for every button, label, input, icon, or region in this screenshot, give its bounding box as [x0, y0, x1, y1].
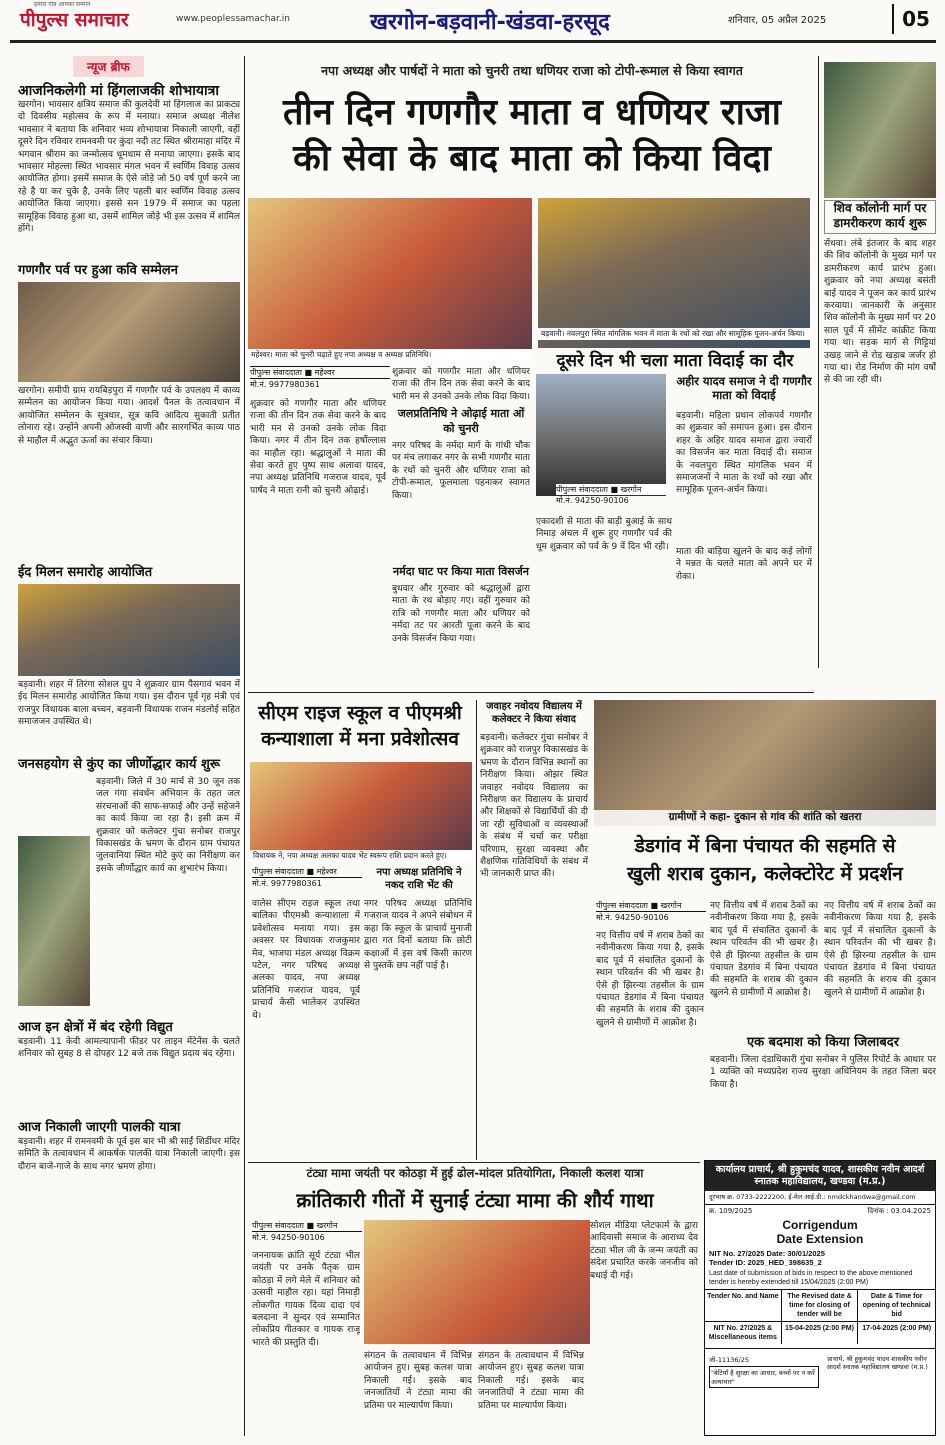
brief-text-4: बड़वानी। जिले में 30 मार्च से 30 जून तक जल गंगा संवर्धन अभियान के तहत जल संरचनाओं की साफ-सफाई और उन्हें सहेजने का कार्य किया जा रहा है। इसी क्रम में शुक्रवार को कलेक्टर गुंचा सनोबर राजपुर विकासखंड के भ्रमण के दौरान ग्राम पंचायत जुलवानिया स्थित मोटे कुएं का निरीक्षण कर इसके जीर्णोद्धार कार्य का शुभारंभ किया। [96, 777, 240, 874]
section-title: खरगोन-बड़वानी-खंडवा-हरसूद [370, 10, 610, 35]
cm-rise-body-2: नगर परिषद अध्यक्ष प्रतिनिधि गजराज यादव ने अपने संबोधन में कहा कि स्कूल के प्राचार्य मुनाजी द्वारा गत दिनों बताया कि छोटी कक्षाओं में इस वर्ष किसी कारण से पुस्तकें छप नहीं पाई है। [364, 899, 472, 972]
lead-body-2: नगर परिषद के नर्मदा मार्ग के गांधी चौक पर मंच लगाकर नगर के सभी गणगौर माता के रथों को चुनरी और धणियर राजा को टोपी-रूमाल, फूलमाला पहनाकर स्वागत किया। [392, 441, 530, 501]
eid-milan-photo [18, 584, 240, 676]
lead-col-2 [392, 366, 530, 688]
road-work-caption: शिव कॉलोनी मार्ग पर डामरीकरण कार्य शुरू [824, 200, 936, 234]
lead-photo-1-caption: महेश्वर। माता को चुनरी चढ़ाते हुए नपा अध्यक्ष व अध्यक्ष प्रतिनिधि। [248, 349, 532, 361]
cm-rise-headline-line2: कन्याशाला में मना प्रवेशोत्सव [261, 728, 459, 750]
cm-rise-caption: विधायक ने, नपा अध्यक्ष अलका यादव भेंट स्वरूप राशि प्रदान करते हुए। [250, 850, 472, 862]
cm-rise-subhead: नपा अध्यक्ष प्रतिनिधि ने नकद राशि भेंट की [376, 867, 462, 891]
brand-logo: पीपुल्स समाचार [20, 9, 129, 31]
lead-body-1: शुक्रवार को गणगौर माता और धणियर राजा की तीन दिन तक सेवा करने के बाद भारी मन से उनको उनके लोक विदा किया। नगर में तीन दिन तक हर्षोल्लास का माहौल रहा। श्रद्धालुओं ने माता की सेवा करते हुए पुष्प साथ अलावा यादव, नपा अध्यक्ष प्रतिनिधि गजराज यादव, पूर्व पार्षद ने माता रानी को चुनरी ओढ़ाई। [250, 399, 386, 496]
tender-th-2: The Revised date & time for closing of tender will be [782, 1290, 859, 1322]
lead-headline-line2: की सेवा के बाद माता को किया विदा [293, 138, 771, 179]
lead-kicker: नपा अध्यक्ष और पार्षदों ने माता को चुनरी तथा धणियर राजा को टोपी-रूमाल से किया स्वागत [321, 63, 743, 78]
tender-th-1: Tender No. and Name [705, 1290, 782, 1322]
tender-ref-date: दिनांक : 03.04.2025 [867, 1207, 931, 1215]
dedgaon-body-1: नए वित्तीय वर्ष में शराब ठेकों का नवीनीकरण किया गया है, इसके बाद पूर्व में संचालित दुकानों के स्थान परिवर्तन की भी खबर है। ऐसे ही झिरन्या तहसील के ग्राम पंचायत डेडगांव में बिना पंचायत की सहमति के शराब की दुकान खुलने से ग्रामीणों में आक्रोश है। [596, 931, 704, 1028]
tantya-byline-name: पीपुल्स संवाददाता ■ खरगोन [252, 1220, 362, 1232]
second-day-byline-name: पीपुल्स संवाददाता ■ खरगोन [556, 484, 686, 495]
brief-heading-3: ईद मिलन समारोह आयोजित [18, 565, 153, 580]
brief-heading-2: गणगौर पर्व पर हुआ कवि सम्मेलन [18, 263, 178, 278]
brief-text-5: बड़वानी। 11 केवी आमल्यापानी फीडर पर लाइन मेंटेनेंस के चलते शनिवार को सुबह 8 से दोपहर 12 बजे तक विद्युत प्रदाय बंद रहेगा। [18, 1037, 240, 1060]
second-day-heading: दूसरे दिन भी चला माता विदाई का दौर [556, 351, 794, 371]
cm-rise-body: वालेस सीएम राइज स्कूल तथा बालिका पीएमश्री कन्याशाला में प्रवेशोत्सव मनाया गया। इस अवसर पर विधायक राजकुमार मेव, भाजपा मंडल अध्यक्ष विक्रम पटेल, नगर परिषद अध्यक्ष अलका यादव, नपा अध्यक्ष प्रतिनिधि गजराज यादव, पूर्व प्राचार्य केसी भालेकर उपस्थित थे। [252, 899, 360, 1021]
brief-heading-5: आज इन क्षेत्रों में बंद रहेगी विद्युत [18, 1020, 173, 1035]
brief-heading-6: आज निकाली जाएगी पालकी यात्रा [18, 1120, 181, 1135]
right-divider [818, 56, 819, 668]
navodaya-headline: जवाहर नवोदय विद्यालय में कलेक्टर ने किया संवाद [486, 701, 582, 725]
tender-sign: प्राचार्य, श्री हुकुमचंद यादव शासकीय नवीन आदर्श स्नातक महाविद्यालय खण्डवा (म.प्र.) [826, 1355, 928, 1371]
tender-td-1: NIT No. 27/2025 & Miscellaneous items [705, 1322, 782, 1344]
tender-foot-code: जी-11136/25 [709, 1356, 749, 1364]
second-day-byline [556, 484, 686, 510]
dedgaon-headline [594, 832, 936, 896]
second-day-body: एकादशी से माता की बाड़ी बुआई के साथ निमाड़ अंचल में शुरू हुए गणगौर पर्व की धूम शुक्रवार को पर्व के 9 वें दिन भी रही। [536, 517, 672, 552]
tender-th-3: Date & Time for opening of technical bid [858, 1290, 935, 1322]
tender-table [705, 1289, 935, 1344]
tender-phone: दूरभाष क्र. 0733-2222200, ई-मेल आई.डी.: nmdckhandwa@gmail.com [705, 1191, 935, 1205]
left-divider [244, 56, 245, 1436]
cm-rise-headline [250, 700, 470, 758]
lead-photo-1 [248, 198, 532, 360]
cm-rise-byline-mobile: मो.नं. 9977980361 [252, 879, 322, 888]
cm-rise-byline [252, 866, 362, 892]
road-work-photo [824, 62, 936, 198]
tantya-body-4: सोशल मीडिया प्लेटफार्म के द्वारा आदिवासी समाज के आराध्य देव टंट्या भील जी के जन्म जयंती का संदेश प्रचारित करके जनजीव को बधाई दी गई। [590, 1220, 698, 1440]
dedgaon-headline-line2: खुली शराब दुकान, कलेक्टोरेट में प्रदर्शन [627, 863, 903, 885]
news-brief-label: न्यूज ब्रीफ [73, 56, 144, 77]
lead-headline [252, 90, 812, 190]
tantya-headline: क्रांतिकारी गीतों में सुनाई टंट्या मामा की शौर्य गाथा [296, 1189, 654, 1212]
brief-heading-1: आजनिकलेगी मां हिंगलाजकी शोभायात्रा [18, 83, 220, 99]
lead-subhead-1: जलप्रतिनिधि ने ओढ़ाई माता ओं को चुनरी [397, 407, 525, 435]
dedgaon-headline-line1: डेडगांव में बिना पंचायत की सहमति से [634, 835, 896, 857]
lead-body-3: बुधवार और गुरुवार को श्रद्धालुओं द्वारा माता के रथ बोड़ाए गए। वहीं गुरुवार को रात्रि को गणगौर माता और धणियर को नर्मदा तट पर आरती पूजा करने के बाद उनके विसर्जन किया गया। [392, 584, 530, 644]
navodaya-body: बड़वानी। कलेक्टर गुंचा सनोबर ने शुक्रवार को राजपुर विकासखंड के भ्रमण के दौरान विभिन्न स्थानों का निरीक्षण किया। ओझर स्थित जवाहर नवोदय विद्यालय का निरीक्षण कर विद्यालय के प्राचार्य और शिक्षकों से विद्यार्थियों की दी जा रही सुविधाओं व व्यवस्थाओं के संबंध में चर्चा कर परीक्षा परिणाम, सुरक्षा व्यवस्था और शैक्षणिक गतिविधियों के संबंध में भी जानकारी प्राप्त की। [480, 733, 588, 880]
center-top-rule [248, 692, 814, 693]
brief-text-2: खरगोन। समीपी ग्राम रायबिड़पुरा में गणगौर पर्व के उपलक्ष्य में काव्य सम्मेलन का आयोजन किया गया। आदर्श पैनल के तत्वावधान में आयोजित सम्मेलन के सूत्रधार, सूत्र कवि आदित्य सुकाती प्रतीत लोनारा रहे। उन्होंने अपनी ओजस्वी वाणी और सारगर्भित काव्य पाठ से माहौल में अद्भुत ऊर्जा का संचार किया। [18, 386, 240, 446]
lead-body-2a: शुक्रवार को गणगौर माता और धणियर राजा की तीन दिन तक सेवा करने के बाद भारी मन से उनको उनके लोक विदा किया। [392, 367, 530, 402]
lead-byline: पीपुल्स संवाददाता ■ महेश्वर [250, 366, 390, 379]
tender-title-2: Date Extension [776, 1232, 864, 1246]
brief-text-3: बड़वानी। शहर में तिरंगा सोशल ग्रुप ने शुक्रवार ग्राम पैसगावं भवन में ईद मिलन समारोह आयोजित किया गया। इस दौरान पूर्व गृह मंत्री एवं राजपुर विधायक बाला बच्चन, बड़वानी विधायक राजन मंडलोई सहित समाजजन उपस्थित थे। [18, 680, 240, 728]
tender-title-1: Corrigendum [782, 1218, 858, 1232]
masthead [0, 0, 945, 40]
lead-mobile: मो.नं. 9977980361 [250, 380, 320, 389]
lead-headline-line1: तीन दिन गणगौर माता व धणियर राजा [283, 92, 781, 133]
tender-foot-slogan: "बेटियाँ है सुरक्षा का आधार, बच्चों पर न करें अत्याचार" [709, 1366, 819, 1388]
tender-id: Tender ID: 2025_HED_398635_2 [709, 1258, 822, 1267]
lead-byline-block [250, 366, 390, 392]
tantya-rule [248, 1162, 700, 1163]
ahir-heading: अहीर यादव समाज ने दी गणगौर माता को विदाई [676, 374, 812, 402]
protest-kicker: ग्रामीणों ने कहा- दुकान से गांव की शांति को खतरा [594, 810, 936, 826]
jila-badar-body: बड़वानी। जिला दंडाधिकारी गुंचा सनोबर ने पुलिस रिपोर्ट के आधार पर 1 व्यक्ति को मध्यप्रदेश राज्य सुरक्षा अधिनियम के तहत जिला बदर किया है। [710, 1055, 936, 1090]
brief-heading-4: जनसहयोग से कुंए का जीर्णोद्धार कार्य शुरू [18, 757, 220, 772]
tender-td-3: 17-04-2025 (2:00 PM) [862, 1325, 932, 1332]
dedgaon-body-3: नए वित्तीय वर्ष में शराब ठेकों का नवीनीकरण किया गया है, इसके बाद पूर्व में संचालित दुकानों के स्थान परिवर्तन की भी खबर है। ऐसे ही झिरन्या तहसील के ग्राम पंचायत डेडगांव में बिना पंचायत की सहमति के शराब की दुकान खुलने से ग्रामीणों में आक्रोश है। [824, 901, 936, 998]
tantya-byline-mobile: मो.नं. 94250-90106 [252, 1233, 325, 1242]
cm-rise-headline-line1: सीएम राइज स्कूल व पीएमश्री [258, 702, 462, 724]
jila-badar-headline: एक बदमाश को किया जिलाबदर [746, 1035, 900, 1050]
page-number: 05 [892, 4, 938, 34]
lead-subhead-2: नर्मदा घाट पर किया माता विसर्जन [393, 565, 529, 578]
dedgaon-byline-name: पीपुल्स संवाददाता ■ खरगोन [596, 900, 706, 912]
left-column [18, 56, 240, 1436]
tantya-body-1: जननायक क्रांति सूर्य टंट्या भील जयंती पर उनके पैतृक ग्राम कोठड़ा में लगे मेले में शनिवार को उत्सवी माहौल रहा। यहां निमाड़ी लोकगीत गायक दिव्य दादा एवं बलदाना ने सुन्दर एवं सम्मानित लोकप्रिय गीतकार व गायक राजू भारते की प्रस्तुति दी। [252, 1251, 360, 1348]
tender-nit: NIT No. 27/2025 Date: 30/01/2025 [709, 1249, 825, 1258]
dedgaon-body-2: नए वित्तीय वर्ष में शराब ठेकों का नवीनीकरण किया गया है, इसके बाद पूर्व में संचालित दुकानों के स्थान परिवर्तन की भी खबर है। ऐसे ही झिरन्या तहसील के ग्राम पंचायत डेडगांव में बिना पंचायत की सहमति के शराब की दुकान खुलने से ग्रामीणों में आक्रोश है। [710, 901, 818, 998]
lead-photo-2-caption: बड़वानी। नवलपुरा स्थित मांगलिक भवन में माता के रथों को रखा और सामूहिक पूजन-अर्चन किया। [538, 328, 810, 340]
dedgaon-byline [596, 900, 706, 926]
tantya-kicker: टंट्या मामा जयंती पर कोठड़ा में हुई ढोल-मांदल प्रतियोगिता, निकाली कलश यात्रा [306, 1166, 644, 1180]
dedgaon-byline-mobile: मो.नं. 94250-90106 [596, 913, 669, 922]
river-photo [536, 374, 666, 496]
tender-ref: क्र. 109/2025 [709, 1207, 753, 1215]
navodaya-divider [476, 700, 477, 1160]
road-work-body: सेंधवा। लंबे इंतजार के बाद शहर की शिव कॉलोनी के मुख्य मार्ग पर डामरीकरण कार्य प्रारंभ हुआ। शुक्रवार को नपा अध्यक्ष बसंती बाई यादव ने पूजन कर कार्य प्रारंभ करवाया। जानकारी के अनुसार शिव कॉलोनी के मुख्य मार्ग पर 20 साल पूर्व में सीमेंट कांक्रीट किया गया था। सड़क मार्ग से गिट्टियां उखड़ जाने से रोड खड़ाब जर्जर हो गया था। रोड निर्माण की मांग वर्षों से की जा रही थी। [824, 239, 936, 386]
tantya-byline [252, 1220, 362, 1246]
site-url[interactable]: www.peoplessamachar.in [176, 14, 290, 24]
brand-tagline: हमारा गांव आपका सम्मान [34, 1, 91, 8]
tender-notice [704, 1160, 936, 1436]
issue-date: शनिवार, 05 अप्रैल 2025 [728, 15, 827, 26]
cm-rise-byline-name: पीपुल्स संवाददाता ■ महेश्वर [252, 866, 362, 878]
ahir-body-2: माता की बाड़िया खुलने के बाद कई लोगों ने मन्नत के चलते माता को अपने घर में रोका। [676, 547, 812, 582]
masthead-rule [10, 40, 936, 43]
tender-td-2: 15-04-2025 (2:00 PM) [782, 1322, 859, 1344]
tantya-body-2: संगठन के तत्वावधान में विभिन्न आयोजन हुए। सुबह कलश यात्रा निकाली गई। इसके बाद जनजातियों ने टंट्या मामा की प्रतिमा पर माल्यार्पण किया। [364, 1351, 472, 1411]
tender-note: Last date of submission of bids in respect to the above mentioned tender is hereby extended till 15/04/2025 (2:00 PM) [709, 1270, 913, 1286]
tender-office: कार्यालय प्राचार्य, श्री हुकुमचंद यादव, शासकीय नवीन आदर्श स्नातक महाविद्यालय, खण्डवा (म.प्र.) [705, 1161, 935, 1191]
kavi-sammelan-photo [18, 282, 240, 382]
tantya-body-3: संगठन के तत्वावधान में विभिन्न आयोजन हुए। सुबह कलश यात्रा निकाली गई। इसके बाद जनजातियों ने टंट्या मामा की प्रतिमा पर माल्यार्पण किया। [478, 1351, 584, 1411]
second-day-byline-mobile: मो.नं. 94250-90106 [556, 496, 629, 505]
brief-text-1: खरगोन। भावसार क्षत्रिय समाज की कुलदेवी मां हिंगलाज का प्राकट्य दो दिवसीय महोत्सव के रूप में मनाया। समाज अध्यक्ष नीलेश भावसार ने बताया कि शनिवार भव्य शोभायात्रा निकाली जाएगी, वहीं दूसरे दिन रविवार रामनवमी पर कुंदा नदी तट स्थित श्रीरामाहा मंदिर में भगवान श्रीराम का जन्मोत्सव धूमधाम से मनाया जाएगा। इसके बाद भावसार मोहल्ला स्थित भावसार मंगल भवन में स्वर्णिम विवाह उत्सव आयोजित होगा। इसमें समाज के ऐसे जोड़े जो 50 वर्ष पूर्ण करने जा रहे है या कर चुके है, उनके लिए पहली बार स्वर्णिम विवाह उत्सव आयोजित किया जाएगा। इससे सन 1979 में समाज का पहला सामूहिक विवाह हुआ था, उसमें शामिल जोड़े भी इस उत्सव में शामिल होंगे। [18, 100, 240, 235]
brief-text-6: बड़वानी। शहर में रामनवमी के पूर्व इस बार भी श्री साईं शिर्डीधर मंदिर समिति के तत्वावधान में आकर्षक पालकी यात्रा निकाली जाएगी। इस दौरान बाजे-गाजे के साथ नगर भ्रमण होगा। [18, 1137, 240, 1172]
protest-photo [594, 700, 936, 826]
lead-photo-2 [538, 198, 810, 348]
cm-rise-photo [250, 762, 472, 852]
ahir-body: बड़वानी। महिला प्रधान लोकपर्व गणगौर का शुक्रवार को समापन हुआ। इस दौरान शहर के अहिर यादव समाज द्वारा ज्वारों का विसर्जन कर माता विदाई दी। समाज के नवलपुरा स्थित मांगलिक भवन में समाजजनों ने माता के रथों को रखा और सामूहिक पूजन-अर्चन किया। [676, 411, 812, 496]
well-photo [18, 836, 90, 1006]
